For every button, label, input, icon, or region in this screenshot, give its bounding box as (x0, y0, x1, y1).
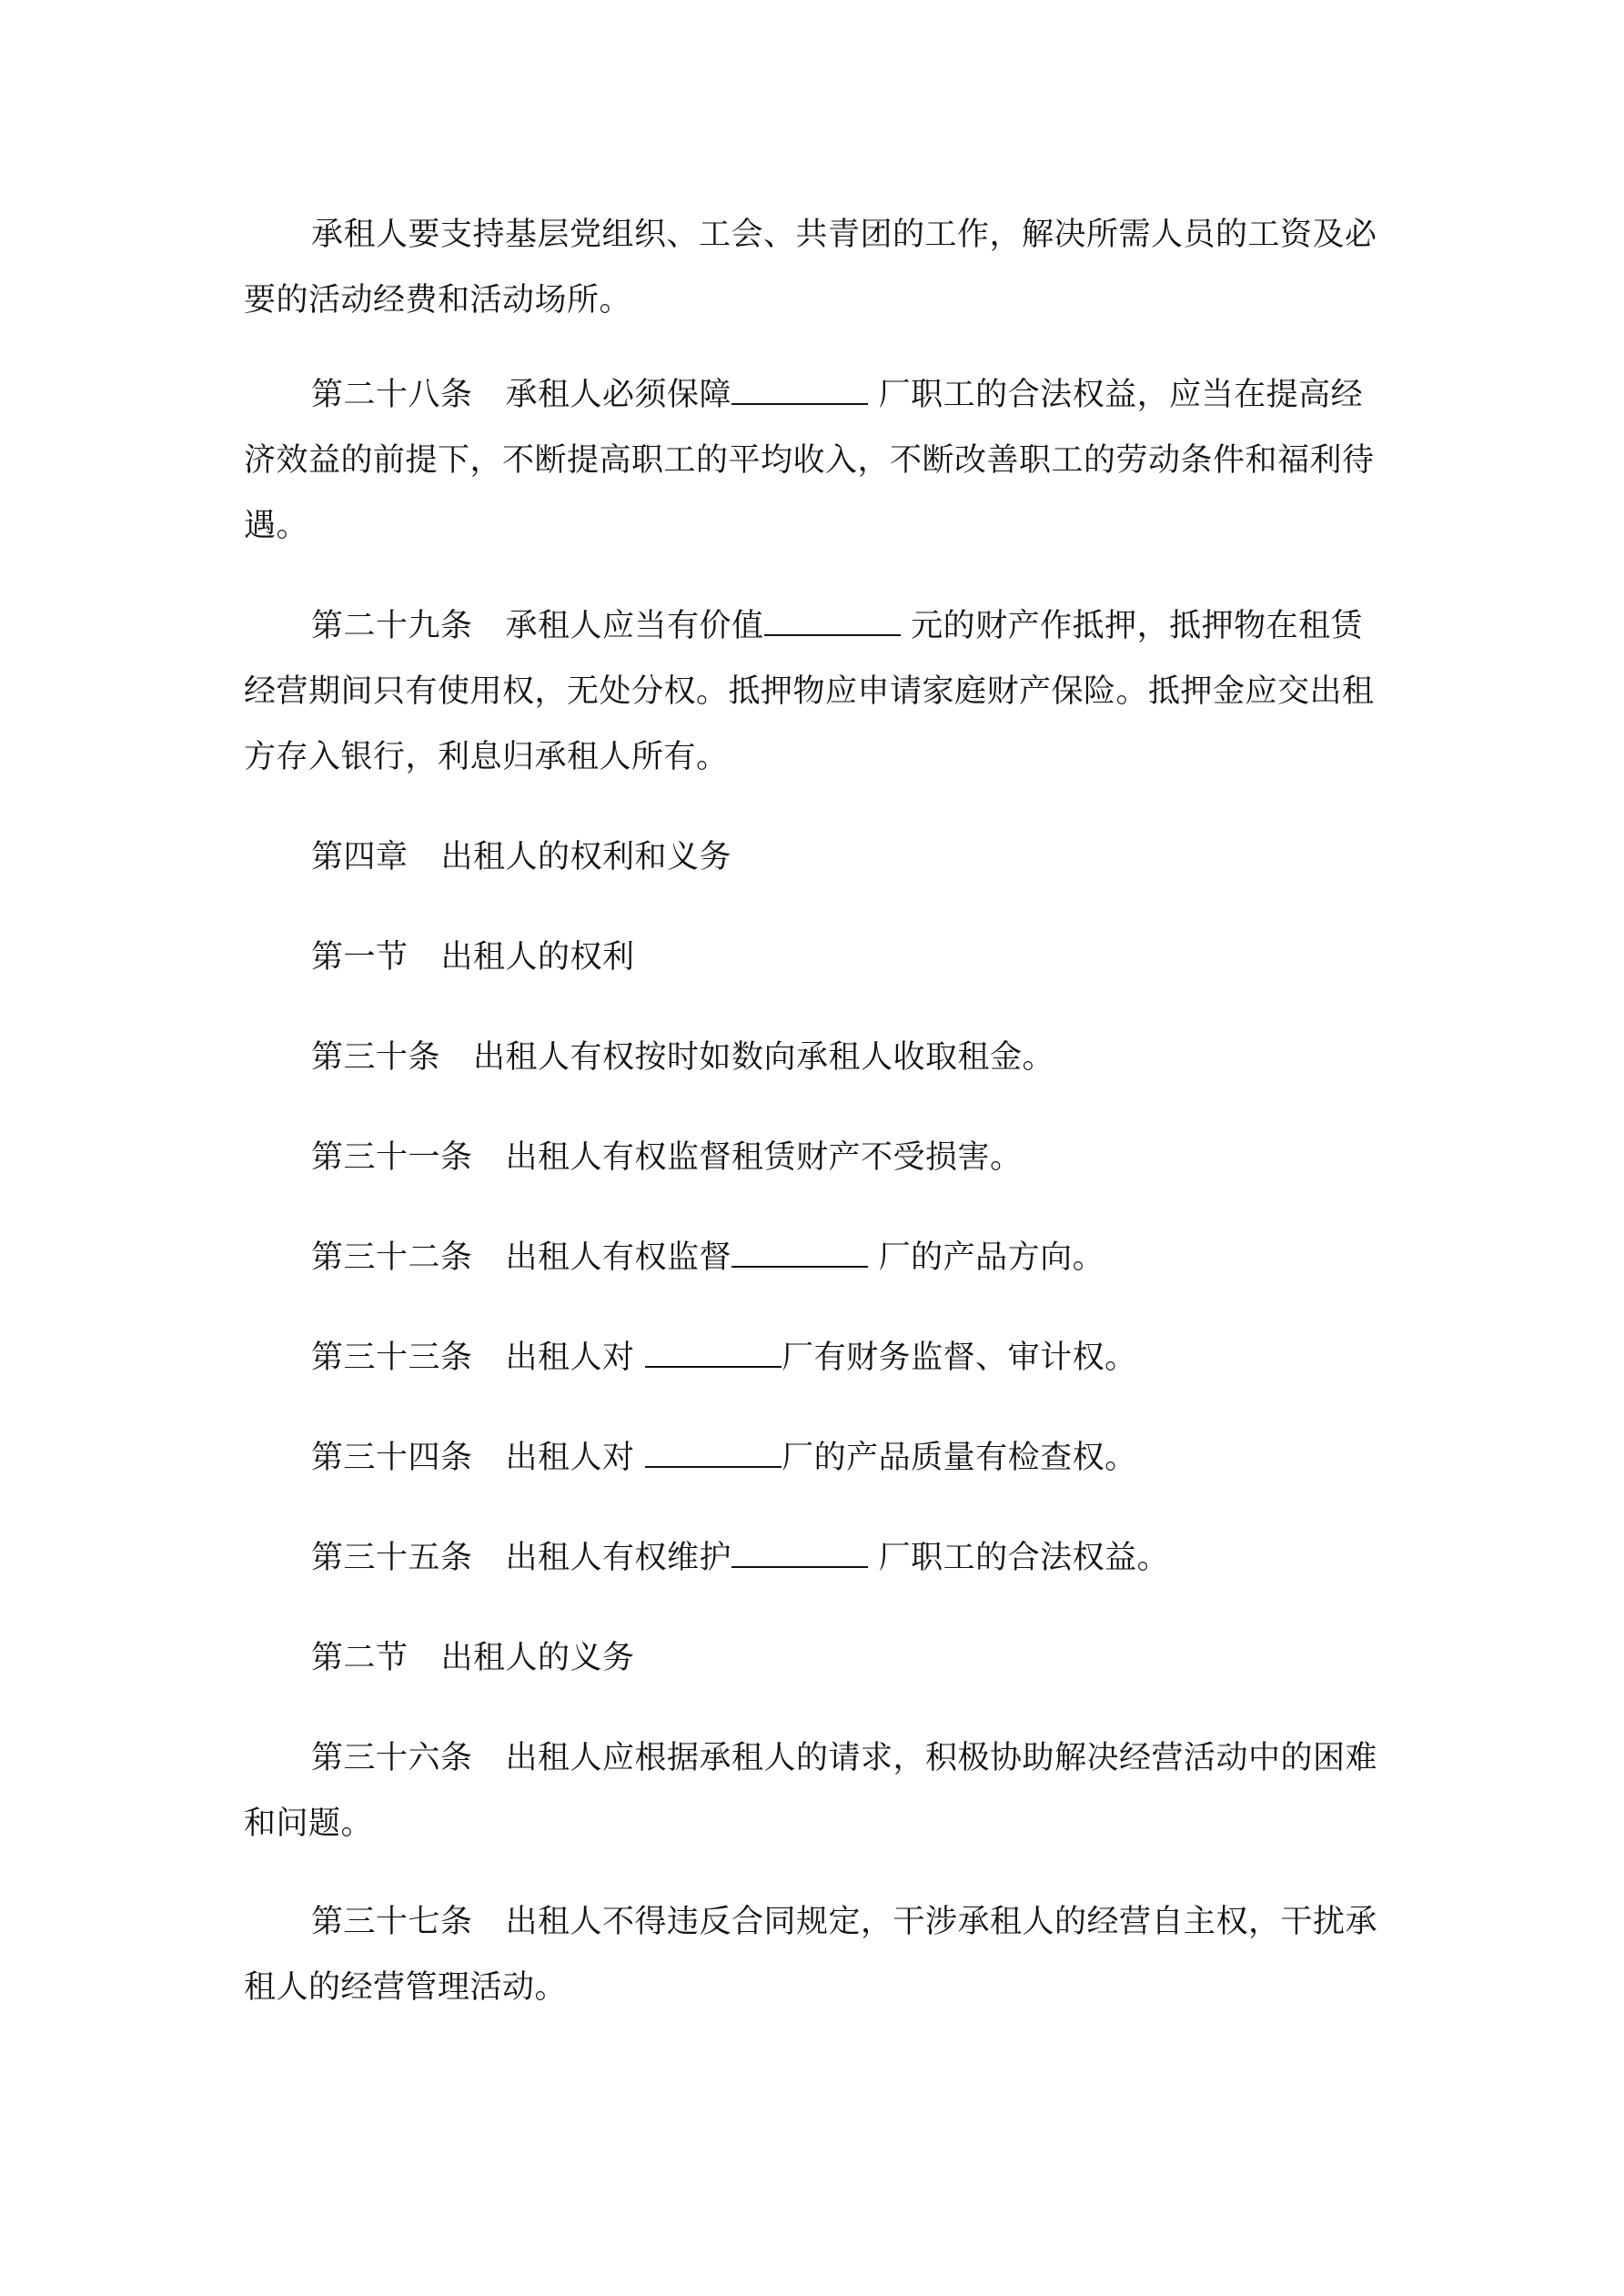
article-text-post: 厂的产品质量有检查权。 (782, 1440, 1137, 1476)
article-text-post: 厂有财务监督、审计权。 (782, 1340, 1137, 1376)
section-heading-rights (311, 925, 1390, 990)
section-label: 第一节 (311, 939, 409, 976)
article-35 (311, 1525, 1390, 1591)
article-label: 第三十条 (311, 1039, 441, 1076)
article-text: 出租人应根据承租人的请求，积极协助解决经营活动中的困难和问题。 (244, 1740, 1378, 1842)
fill-in-blank[interactable] (731, 376, 868, 405)
article-text-pre: 出租人对 (505, 1440, 635, 1476)
article-32 (311, 1225, 1390, 1290)
article-28 (244, 362, 1390, 559)
article-label: 第三十五条 (311, 1540, 473, 1576)
article-text-pre: 承租人必须保障 (505, 377, 732, 413)
article-label: 第二十八条 (311, 377, 473, 413)
paragraph-support-organizations (244, 202, 1390, 333)
fill-in-blank[interactable] (645, 1439, 782, 1468)
article-label: 第三十一条 (311, 1139, 473, 1176)
fill-in-blank[interactable] (731, 1539, 868, 1568)
article-37 (244, 1889, 1390, 2020)
article-36 (244, 1725, 1390, 1856)
article-label: 第二十九条 (311, 608, 473, 644)
article-text: 出租人有权按时如数向承租人收取租金。 (473, 1039, 1055, 1076)
article-label: 第三十四条 (311, 1440, 473, 1476)
article-text-pre: 出租人有权监督 (505, 1239, 732, 1276)
fill-in-blank[interactable] (764, 607, 901, 636)
section-heading-obligations (311, 1625, 1390, 1691)
article-text-pre: 出租人有权维护 (505, 1540, 732, 1576)
section-label: 第二节 (311, 1640, 409, 1676)
article-label: 第三十二条 (311, 1239, 473, 1276)
article-33 (311, 1325, 1390, 1391)
article-text-pre: 出租人对 (505, 1340, 635, 1376)
section-title: 出租人的权利 (440, 939, 635, 976)
article-text-pre: 承租人应当有价值 (505, 608, 764, 644)
section-title: 出租人的义务 (440, 1640, 635, 1676)
chapter-label: 第四章 (311, 839, 409, 875)
fill-in-blank[interactable] (731, 1239, 868, 1268)
article-text: 出租人有权监督租赁财产不受损害。 (505, 1139, 1023, 1176)
article-label: 第三十三条 (311, 1340, 473, 1376)
article-34 (311, 1425, 1390, 1491)
article-text-post: 厂职工的合法权益，应当在提高经济效益的前提下，不断提高职工的平均收入，不断改善职工的劳动条件和福利待遇。 (244, 377, 1375, 544)
article-29 (244, 593, 1390, 790)
article-30 (311, 1025, 1390, 1090)
fill-in-blank[interactable] (645, 1339, 782, 1368)
article-31 (311, 1125, 1390, 1190)
article-text-post: 元的财产作抵押，抵押物在租赁经营期间只有使用权，无处分权。抵押物应申请家庭财产保险。抵押金应交出租方存入银行，利息归承租人所有。 (244, 608, 1375, 775)
article-label: 第三十七条 (311, 1904, 473, 1940)
article-text: 出租人不得违反合同规定，干涉承租人的经营自主权，干扰承租人的经营管理活动。 (244, 1904, 1378, 2006)
article-text-post: 厂职工的合法权益。 (878, 1540, 1170, 1576)
chapter-heading (311, 824, 1390, 890)
chapter-title: 出租人的权利和义务 (440, 839, 732, 875)
paragraph-text: 承租人要支持基层党组织、工会、共青团的工作，解决所需人员的工资及必要的活动经费和活动场所。 (244, 217, 1377, 319)
article-label: 第三十六条 (311, 1740, 473, 1776)
article-text-post: 厂的产品方向。 (878, 1239, 1105, 1276)
